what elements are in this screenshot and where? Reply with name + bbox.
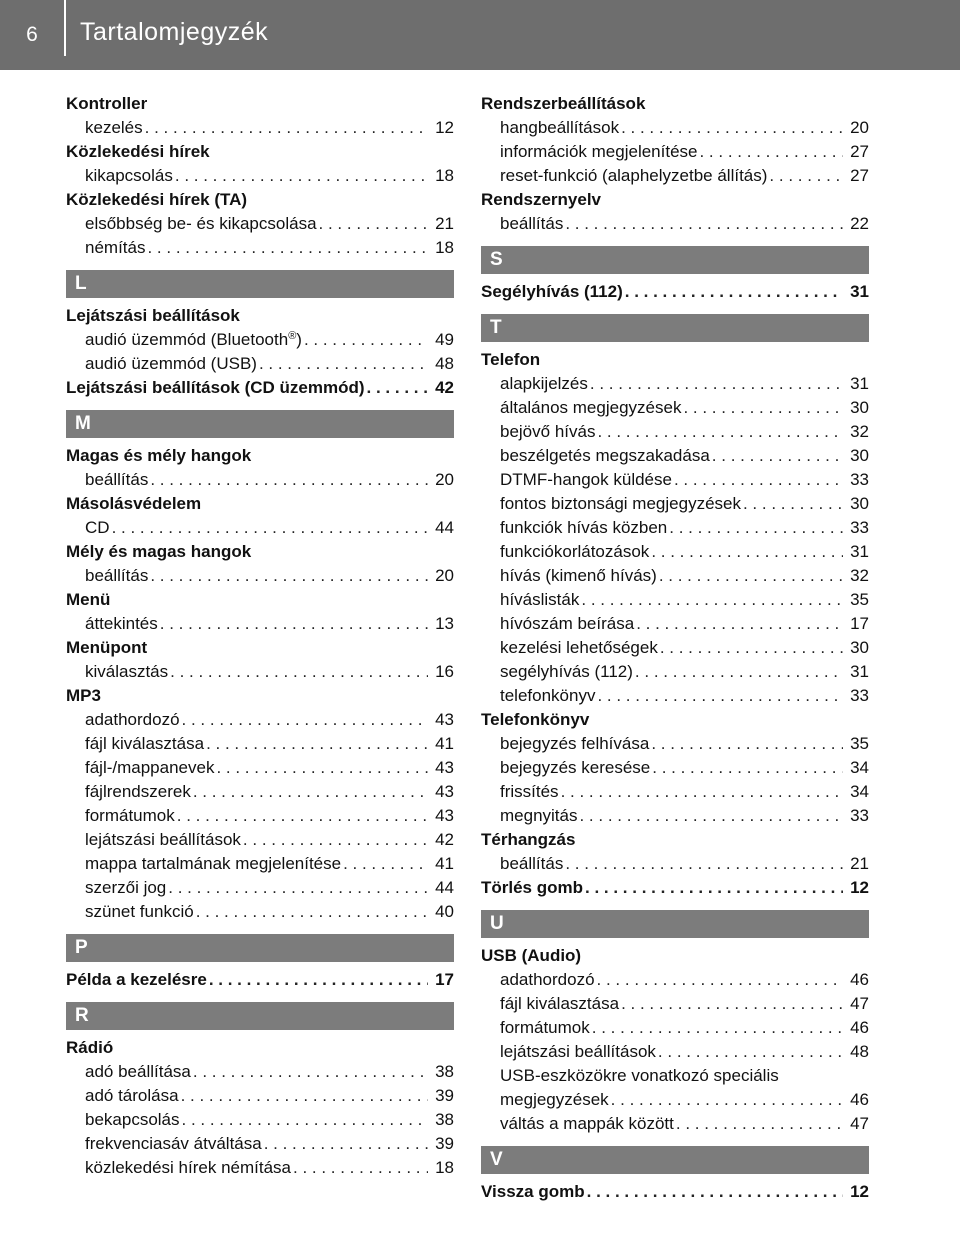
- section-letter-bar: M: [66, 410, 454, 438]
- section-letter-bar: V: [481, 1146, 869, 1174]
- index-entry[interactable]: beállítás . . . 21: [481, 852, 869, 876]
- index-heading: USB (Audio): [481, 946, 582, 965]
- index-entry[interactable]: áttekintés . . . 13: [66, 612, 454, 636]
- index-entry[interactable]: CD . . . 44: [66, 516, 454, 540]
- index-entry[interactable]: segélyhívás (112) . . . 31: [481, 660, 869, 684]
- index-entry[interactable]: fájl kiválasztása . . . 47: [481, 992, 869, 1016]
- index-heading: Közlekedési hírek: [66, 142, 210, 161]
- index-entry[interactable]: DTMF-hangok küldése . . . 33: [481, 468, 869, 492]
- index-heading: Magas és mély hangok: [66, 446, 252, 465]
- index-entry[interactable]: adó beállítása . . . 38: [66, 1060, 454, 1084]
- index-entry[interactable]: adó tárolása . . . 39: [66, 1084, 454, 1108]
- index-heading: Közlekedési hírek (TA): [66, 190, 248, 209]
- index-entry[interactable]: bekapcsolás . . . 38: [66, 1108, 454, 1132]
- index-heading: Rendszernyelv: [481, 190, 601, 209]
- index-column-right: [481, 92, 869, 1204]
- index-heading: Térhangzás: [481, 830, 576, 849]
- index-entry[interactable]: bejegyzés keresése . . . 34: [481, 756, 869, 780]
- index-heading: Lejátszási beállítások: [66, 306, 240, 325]
- index-entry[interactable]: bejegyzés felhívása . . . 35: [481, 732, 869, 756]
- index-entry[interactable]: megnyitás . . . 33: [481, 804, 869, 828]
- index-entry[interactable]: váltás a mappák között . . . 47: [481, 1112, 869, 1136]
- page-header: [0, 0, 960, 70]
- index-entry-continued[interactable]: USB-eszközökre vonatkozó speciális: [500, 1066, 779, 1085]
- index-entry[interactable]: lejátszási beállítások . . . 48: [481, 1040, 869, 1064]
- index-entry[interactable]: beállítás . . . 20: [66, 468, 454, 492]
- section-letter-bar: P: [66, 934, 454, 962]
- index-entry[interactable]: Lejátszási beállítások (CD üzemmód) . . . 42: [66, 376, 454, 400]
- index-entry[interactable]: audió üzemmód (USB) . . . 48: [66, 352, 454, 376]
- index-column-left: [66, 92, 454, 1180]
- index-entry[interactable]: fájl-/mappanevek . . . 43: [66, 756, 454, 780]
- index-heading: Telefonkönyv: [481, 710, 590, 729]
- index-entry[interactable]: adathordozó . . . 46: [481, 968, 869, 992]
- index-entry[interactable]: Vissza gomb . . . 12: [481, 1180, 869, 1204]
- index-entry[interactable]: fájlrendszerek . . . 43: [66, 780, 454, 804]
- index-entry[interactable]: beállítás . . . 22: [481, 212, 869, 236]
- index-entry[interactable]: elsőbbség be- és kikapcsolása . . . 21: [66, 212, 454, 236]
- section-letter-bar: S: [481, 246, 869, 274]
- index-entry[interactable]: kezelési lehetőségek . . . 30: [481, 636, 869, 660]
- index-entry[interactable]: lejátszási beállítások . . . 42: [66, 828, 454, 852]
- header-divider: [64, 0, 66, 56]
- index-entry[interactable]: funkciókorlátozások . . . 31: [481, 540, 869, 564]
- index-entry[interactable]: szerzői jog . . . 44: [66, 876, 454, 900]
- index-heading: Telefon: [481, 350, 541, 369]
- index-entry[interactable]: kezelés . . . 12: [66, 116, 454, 140]
- index-entry[interactable]: Példa a kezelésre . . . 17: [66, 968, 454, 992]
- index-entry[interactable]: formátumok . . . 43: [66, 804, 454, 828]
- index-entry[interactable]: funkciók hívás közben . . . 33: [481, 516, 869, 540]
- index-heading: Kontroller: [66, 94, 148, 113]
- index-entry[interactable]: hangbeállítások . . . 20: [481, 116, 869, 140]
- index-entry[interactable]: mappa tartalmának megjelenítése . . . 41: [66, 852, 454, 876]
- index-entry[interactable]: híváslisták . . . 35: [481, 588, 869, 612]
- index-entry[interactable]: frissítés . . . 34: [481, 780, 869, 804]
- index-entry[interactable]: információk megjelenítése . . . 27: [481, 140, 869, 164]
- index-entry[interactable]: Törlés gomb . . . 12: [481, 876, 869, 900]
- index-entry[interactable]: bejövő hívás . . . 32: [481, 420, 869, 444]
- index-entry[interactable]: reset-funkció (alaphelyzetbe állítás) . . . 27: [481, 164, 869, 188]
- index-entry[interactable]: megjegyzések . . . 46: [481, 1088, 869, 1112]
- section-letter-bar: L: [66, 270, 454, 298]
- index-entry[interactable]: némítás . . . 18: [66, 236, 454, 260]
- page-number: 6: [26, 23, 38, 46]
- index-entry[interactable]: alapkijelzés . . . 31: [481, 372, 869, 396]
- index-entry[interactable]: telefonkönyv . . . 33: [481, 684, 869, 708]
- index-heading: Másolásvédelem: [66, 494, 202, 513]
- index-heading: MP3: [66, 686, 101, 705]
- section-letter-bar: U: [481, 910, 869, 938]
- index-entry[interactable]: fontos biztonsági megjegyzések . . . 30: [481, 492, 869, 516]
- index-heading: Rádió: [66, 1038, 114, 1057]
- index-heading: Rendszerbeállítások: [481, 94, 646, 113]
- section-letter-bar: R: [66, 1002, 454, 1030]
- index-entry[interactable]: formátumok . . . 46: [481, 1016, 869, 1040]
- index-entry[interactable]: fájl kiválasztása . . . 41: [66, 732, 454, 756]
- index-heading: Menü: [66, 590, 111, 609]
- index-heading: Mély és magas hangok: [66, 542, 252, 561]
- index-entry[interactable]: általános megjegyzések . . . 30: [481, 396, 869, 420]
- page-title: Tartalomjegyzék: [80, 18, 269, 46]
- index-entry[interactable]: hívószám beírása . . . 17: [481, 612, 869, 636]
- index-heading: Menüpont: [66, 638, 148, 657]
- section-letter-bar: T: [481, 314, 869, 342]
- index-entry[interactable]: beállítás . . . 20: [66, 564, 454, 588]
- index-entry[interactable]: adathordozó . . . 43: [66, 708, 454, 732]
- index-entry[interactable]: hívás (kimenő hívás) . . . 32: [481, 564, 869, 588]
- index-entry[interactable]: kiválasztás . . . 16: [66, 660, 454, 684]
- index-entry[interactable]: audió üzemmód (Bluetooth®) . . . 49: [66, 328, 454, 352]
- index-entry[interactable]: szünet funkció . . . 40: [66, 900, 454, 924]
- index-entry[interactable]: frekvenciasáv átváltása . . . 39: [66, 1132, 454, 1156]
- index-entry[interactable]: Segélyhívás (112) . . . 31: [481, 280, 869, 304]
- index-entry[interactable]: beszélgetés megszakadása . . . 30: [481, 444, 869, 468]
- index-entry[interactable]: kikapcsolás . . . 18: [66, 164, 454, 188]
- index-entry[interactable]: közlekedési hírek némítása . . . 18: [66, 1156, 454, 1180]
